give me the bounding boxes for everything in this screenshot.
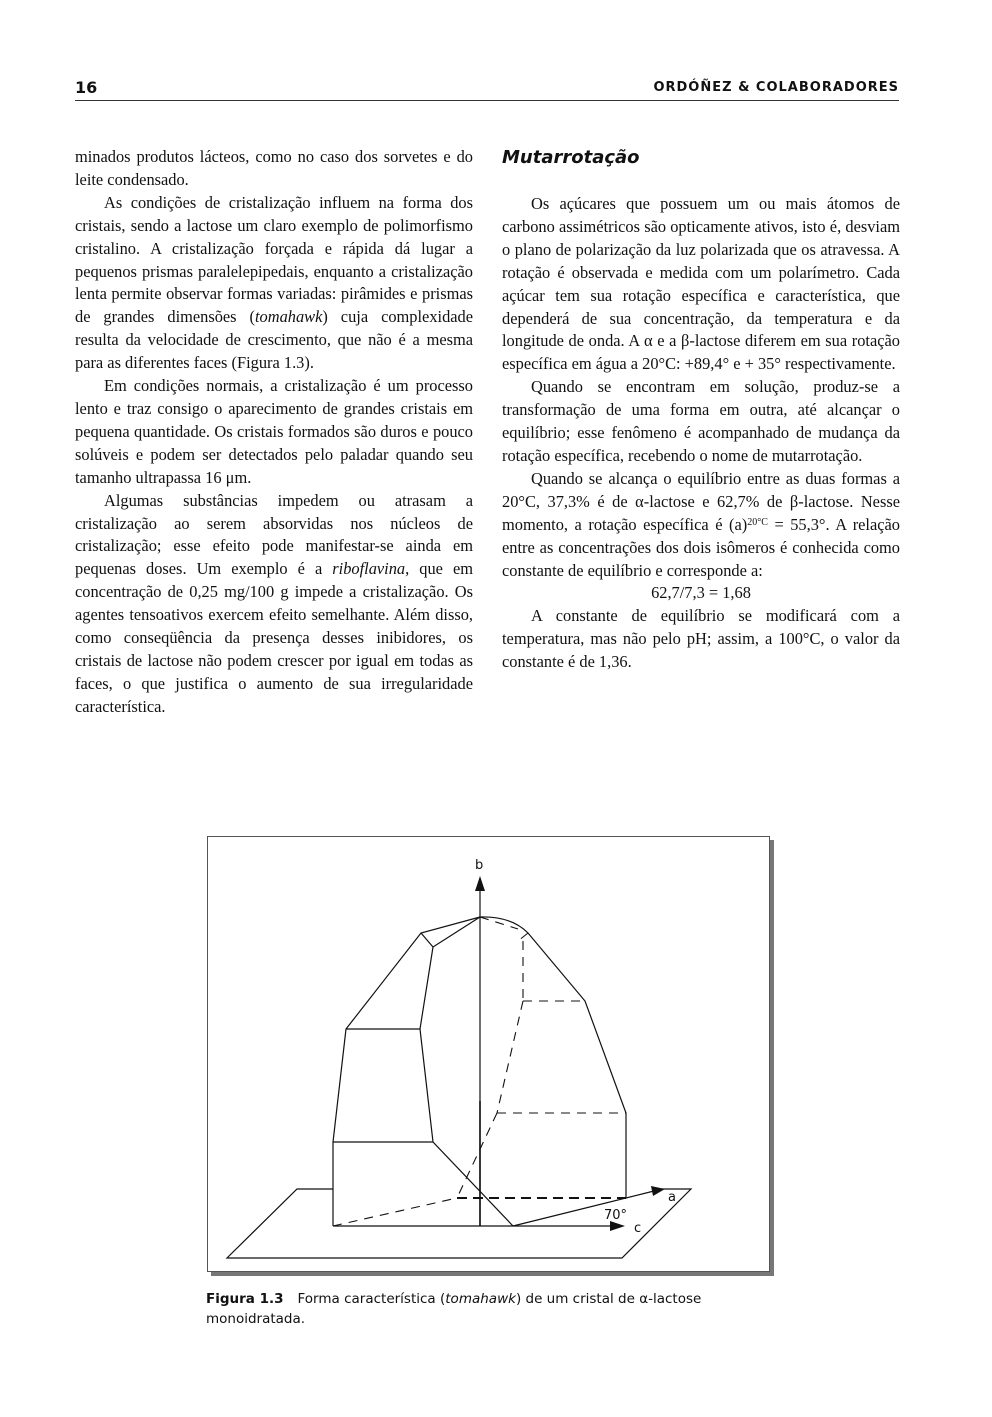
paragraph: A constante de equilíbrio se modificará com a temperatura, mas não pelo pH; assim, a 100°C, o valor da constante é de 1,36. <box>502 606 900 672</box>
paragraph: Os açúcares que possuem um ou mais átomos de carbono assimétricos são opticamente ativos, isto é, desviam o plano de polarização da luz polarizada que os atravessa. A rotação é observada e medida com um polarímetro. Cada açúcar tem sua rotação específica e característica, que dependerá de sua concentração, da temperatura e da longitude de onda. A α e a β-lactose diferem em sua rotação específica em água a 20°C: +89,4° e + 35° respectivamente. <box>502 194 900 374</box>
a-axis-label: a <box>668 1190 676 1205</box>
figure-crystal-diagram <box>207 836 770 1272</box>
page-number: 16 <box>75 78 98 97</box>
paragraph: Quando se encontram em solução, produz-se a transformação de uma forma em outra, até alcançar o equilíbrio; esse fenômeno é acompanhado de mudança da rotação específica, recebendo o nome de mutarrotação. <box>502 377 900 465</box>
running-head: ORDÓÑEZ & COLABORADORES <box>653 80 899 95</box>
section-title: Mutarrotação <box>502 147 640 168</box>
equation: 62,7/7,3 = 1,68 <box>651 583 751 603</box>
paragraph: As condições de cristalização influem na forma dos cristais, sendo a lactose um claro exemplo de polimorfismo cristalino. A cristalização forçada e rápida dá lugar a pequenos prismas paralelepipedais, enquanto a cristalização lenta permite observar formas variadas: pirâmides e prismas de grandes dimensões (tomahawk) cuja complexidade resulta da velocidade de crescimento, que não é a mesma para as diferentes faces (Figura 1.3). <box>75 192 474 373</box>
paragraph: Algumas substâncias impedem ou atrasam a cristalização ao serem absorvidas nos núcleos de cristalização; esse efeito pode manifestar-se ainda em pequenas doses. Um exemplo é a riboflavina, que em concentração de 0,25 mg/100 g impede a cristalização. Os agentes tensoativos exercem efeito semelhante. Além disso, como conseqüência da presença desses inibidores, os cristais de lactose não podem crescer por igual em todas as faces, o que justifica o aumento de sua irregularidade característica. <box>75 490 473 716</box>
page-header <box>75 76 899 101</box>
left-column <box>75 146 473 719</box>
paragraph: Em condições normais, a cristalização é um processo lento e traz consigo o aparecimento de grandes cristais em pequena quantidade. Os cristais formados são duros e pouco solúveis e podem ser detectados pelo paladar quando seu tamanho ultrapassa 16 μm. <box>75 376 473 487</box>
right-column <box>502 146 900 674</box>
c-axis-label: c <box>634 1221 642 1236</box>
crystal-diagram <box>208 837 769 1271</box>
b-axis-label: b <box>475 858 484 873</box>
angle-label: 70° <box>604 1208 628 1223</box>
paragraph: minados produtos lácteos, como no caso dos sorvetes e do leite condensado. <box>75 147 473 189</box>
paragraph: Quando se alcança o equilíbrio entre as duas formas a 20°C, 37,3% é de α-lactose e 62,7% de β-lactose. Nesse momento, a rotação específica é $(a)^{20^\circ C} = 55,3^\circ$. A relação entre as concentrações dos dois isômeros é conhecida como constante de equilíbrio e corresponde a: <box>502 468 901 580</box>
a-arrow-icon <box>651 1186 665 1196</box>
figure-caption: Figura 1.3 Forma característica (tomahawk) de um cristal de α-lactose monoidratada. <box>206 1291 702 1327</box>
caption-label: Figura 1.3 <box>206 1291 284 1307</box>
b-arrow-icon <box>475 876 485 891</box>
